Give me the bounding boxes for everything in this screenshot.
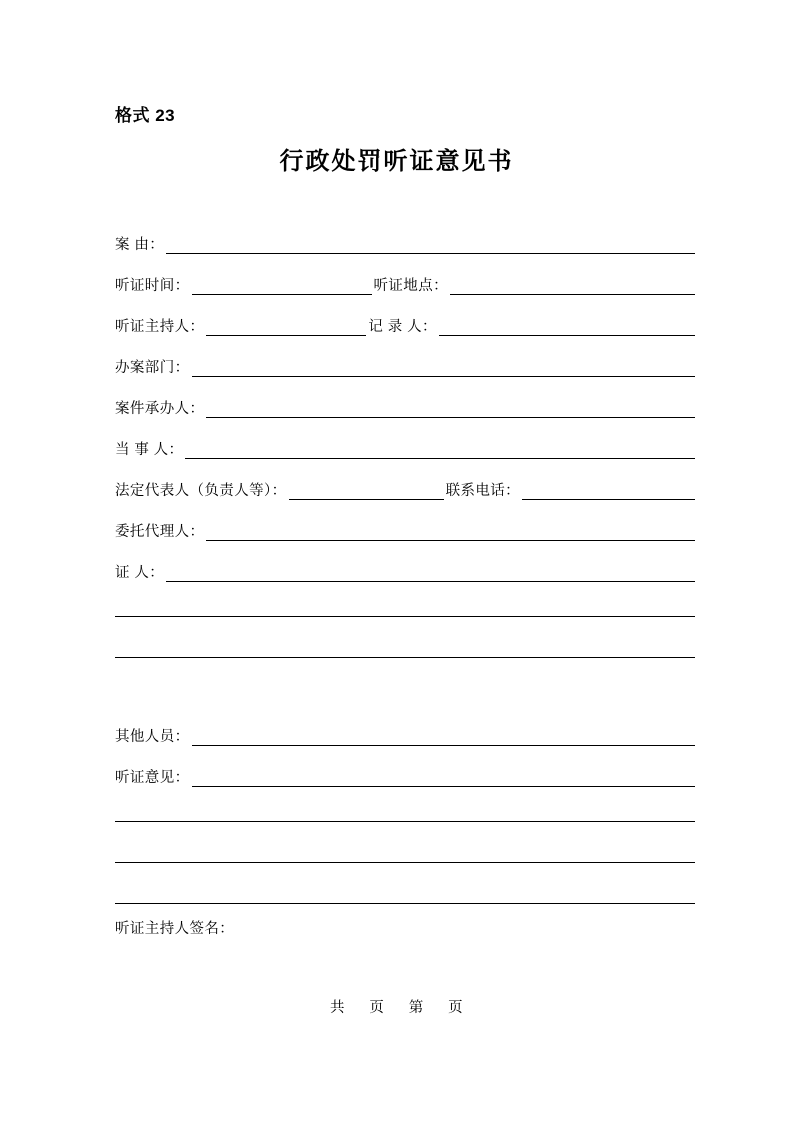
field-input-line[interactable]	[166, 566, 695, 582]
field-input-line[interactable]	[192, 771, 696, 787]
field-row-spacer	[115, 683, 695, 705]
field-row-blank	[115, 888, 695, 910]
form-fields	[115, 232, 695, 929]
field-input-line[interactable]	[115, 601, 695, 617]
field-row-hearing-time	[115, 273, 695, 295]
field-label: 案 由：	[115, 237, 165, 253]
footer-total-unit: 页	[369, 1000, 385, 1016]
field-row-handling-department	[115, 355, 695, 377]
field-row-witness	[115, 560, 695, 582]
field-input-line-secondary[interactable]	[439, 320, 695, 336]
field-label-secondary: 记 录 人：	[368, 319, 437, 335]
field-input-line-secondary[interactable]	[522, 484, 695, 500]
host-signature-label: 听证主持人签名：	[115, 921, 235, 937]
field-row-agent	[115, 519, 695, 541]
field-row-legal-representative	[115, 478, 695, 500]
page-title: 行政处罚听证意见书	[279, 146, 514, 175]
footer-page-unit: 页	[448, 1000, 463, 1016]
field-input-line[interactable]	[192, 361, 696, 377]
field-input-line[interactable]	[185, 443, 695, 459]
field-input-line[interactable]	[115, 806, 695, 822]
field-row-party	[115, 437, 695, 459]
field-input-line[interactable]	[192, 730, 696, 746]
field-label: 其他人员：	[115, 729, 190, 745]
field-label: 办案部门：	[115, 360, 190, 376]
field-row-blank	[115, 601, 695, 623]
field-row-case-reason	[115, 232, 695, 254]
field-input-line[interactable]	[115, 847, 695, 863]
field-input-line-secondary[interactable]	[450, 279, 695, 295]
field-row-case-handler	[115, 396, 695, 418]
field-row-other-personnel	[115, 724, 695, 746]
footer-page-prefix: 第	[408, 1000, 424, 1016]
field-input-line[interactable]	[192, 279, 372, 295]
field-label: 案件承办人：	[115, 401, 205, 417]
field-row-blank	[115, 847, 695, 869]
field-row-blank	[115, 806, 695, 828]
field-label: 听证主持人：	[115, 319, 205, 335]
field-input-line[interactable]	[289, 484, 444, 500]
field-label: 证 人：	[115, 565, 165, 581]
field-label: 当 事 人：	[115, 442, 184, 458]
page-footer	[0, 996, 793, 1017]
form-code: 格式 23	[115, 106, 176, 125]
field-row-hearing-opinion	[115, 765, 695, 787]
field-label: 委托代理人：	[115, 524, 205, 540]
field-row-hearing-host	[115, 314, 695, 336]
field-row-blank	[115, 642, 695, 664]
field-label: 法定代表人（负责人等）：	[115, 483, 287, 499]
field-label: 听证意见：	[115, 770, 190, 786]
field-input-line[interactable]	[166, 238, 695, 254]
field-input-line[interactable]	[206, 525, 695, 541]
field-input-line[interactable]	[206, 402, 695, 418]
field-input-line[interactable]	[115, 888, 695, 904]
field-input-line[interactable]	[206, 320, 366, 336]
field-label: 听证时间：	[115, 278, 190, 294]
field-label-secondary: 联系电话：	[445, 483, 521, 499]
footer-total-prefix: 共	[330, 1000, 345, 1016]
field-input-line[interactable]	[115, 642, 695, 658]
field-label-secondary: 听证地点：	[373, 278, 448, 294]
